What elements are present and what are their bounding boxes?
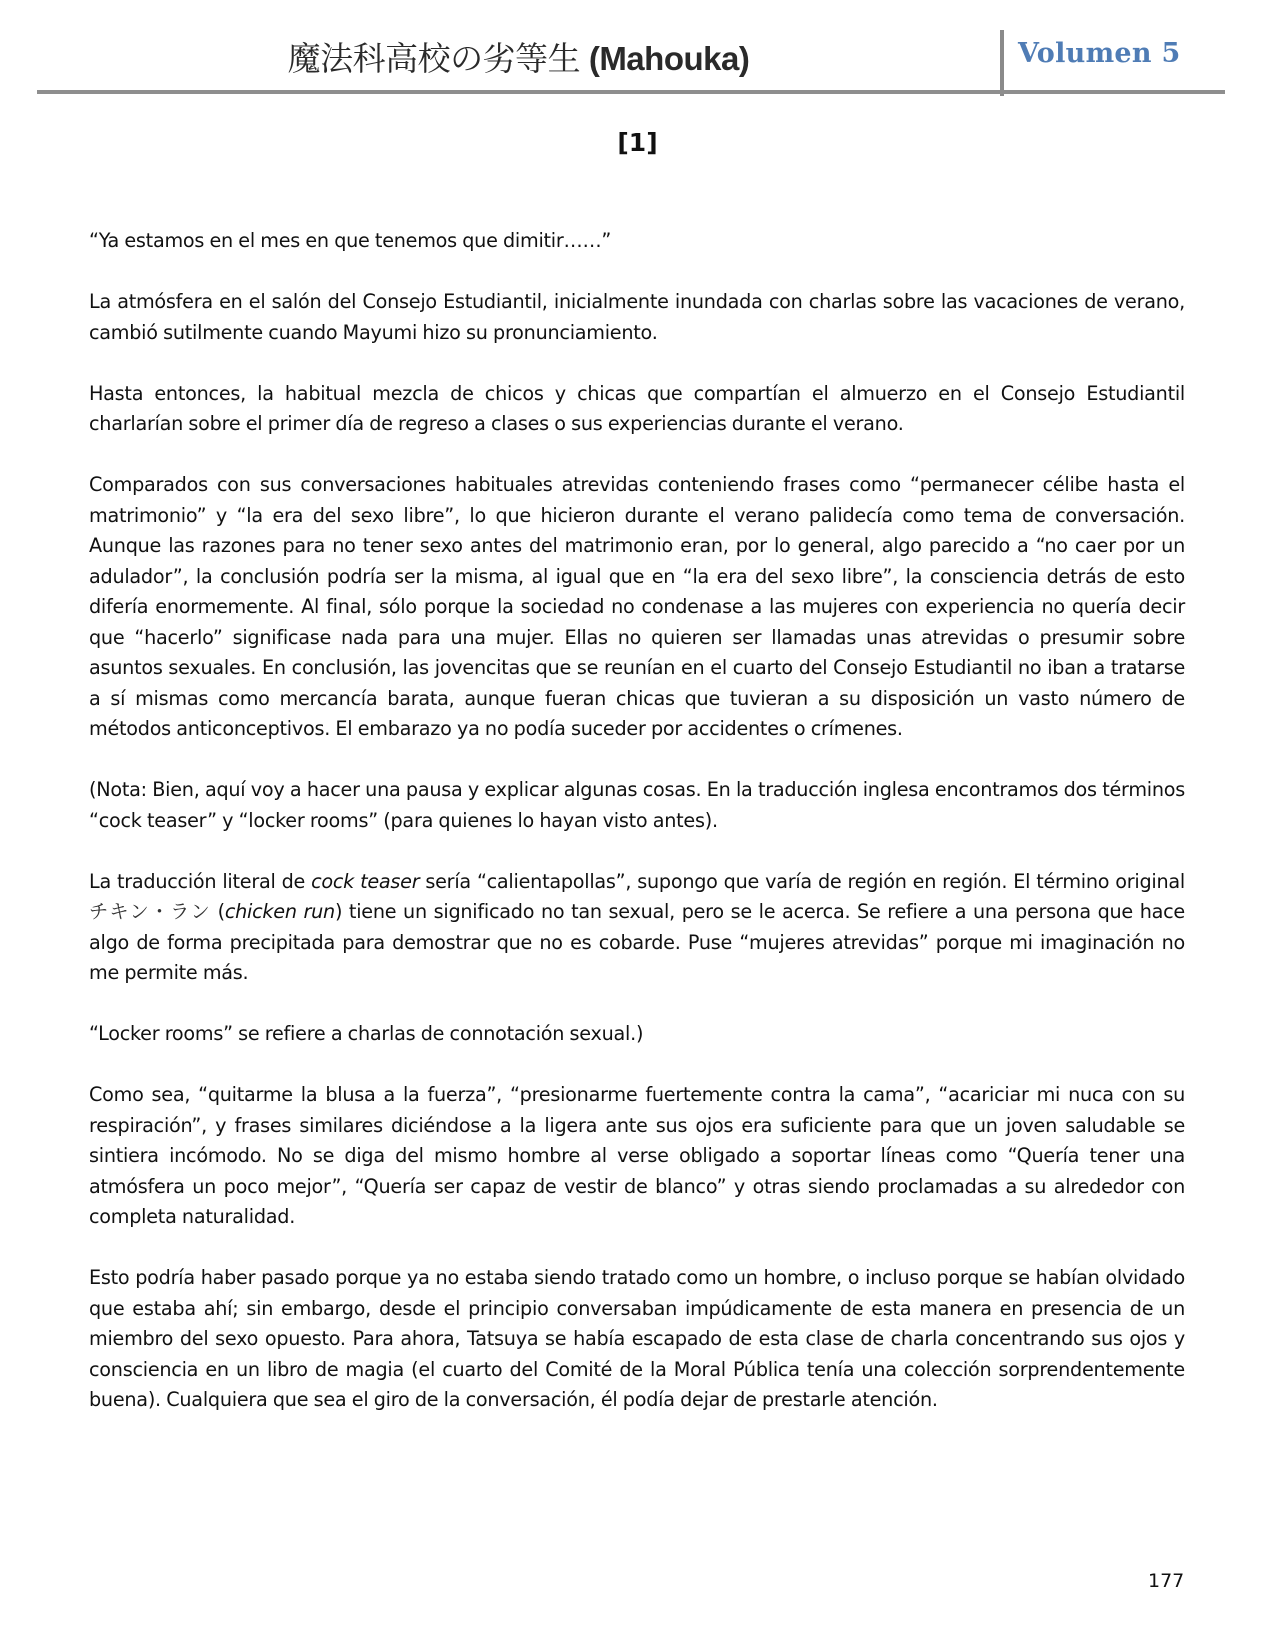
running-header-title xyxy=(37,33,1000,80)
chapter-heading: [1] xyxy=(617,128,658,157)
text-run: sería “calientapollas”, supongo que varía de región en región. El término original xyxy=(419,869,1186,893)
paragraph xyxy=(89,226,1185,257)
header-title-japanese: 魔法科高校の劣等生 xyxy=(287,40,581,77)
text-run: La atmósfera en el salón del Consejo Estudiantil, inicialmente inundada con charlas sobre las vacaciones de verano, cambió sutilmente cuando Mayumi hizo su pronunciamiento. xyxy=(89,290,1185,344)
japanese-term: チキン・ラン xyxy=(89,900,211,923)
paragraph xyxy=(89,775,1185,836)
header-rule xyxy=(37,90,1225,94)
text-run: Esto podría haber pasado porque ya no estaba siendo tratado como un hombre, o incluso porque se habían olvidado que estaba ahí; sin embargo, desde el principio conversaban impúdicamente de esta manera en presencia de un miembro del sexo opuesto. Para ahora, Tatsuya se había escapado de esta clase de charla concentrando sus ojos y consciencia en un libro de magia (el cuarto del Comité de la Moral Pública tenía una colección sorprendentemente buena). Cualquiera que sea el giro de la conversación, él podía dejar de prestarle atención. xyxy=(89,1266,1185,1411)
paragraph xyxy=(89,867,1185,989)
paragraph xyxy=(89,1019,1185,1050)
paragraph xyxy=(89,1263,1185,1416)
page-number: 177 xyxy=(1148,1570,1185,1592)
text-run: La traducción literal de xyxy=(89,869,312,893)
italic-term: cock teaser xyxy=(311,869,420,893)
italic-term: chicken run xyxy=(224,900,335,923)
text-run: ) tiene un significado no tan sexual, pero se le acerca. Se refiere a una persona que hace algo de forma precipitada para demostrar que no es cobarde. Puse “mujeres atrevidas” porque mi imaginación no me permite más. xyxy=(89,900,1185,984)
paragraph xyxy=(89,1080,1185,1233)
text-run: “Ya estamos en el mes en que tenemos que dimitir……” xyxy=(89,229,612,252)
text-run: (Nota: Bien, aquí voy a hacer una pausa y explicar algunas cosas. En la traducción inglesa encontramos dos términos “cock teaser” y “locker rooms” (para quienes lo hayan visto antes). xyxy=(89,778,1185,832)
header-divider xyxy=(1000,30,1004,96)
text-run: Como sea, “quitarme la blusa a la fuerza”, “presionarme fuertemente contra la cama”, “acariciar mi nuca con su respiración”, y frases similares diciéndose a la ligera ante sus ojos era suficiente para que un joven saludable se sintiera incómodo. No se diga del mismo hombre al verse obligado a soportar líneas como “Quería tener una atmósfera un poco mejor”, “Quería ser capaz de vestir de blanco” y otras siendo proclamadas a su alrededor con completa naturalidad. xyxy=(89,1083,1185,1228)
header-title-latin: (Mahouka) xyxy=(588,40,750,77)
text-run: ( xyxy=(210,900,225,923)
paragraph xyxy=(89,379,1185,440)
text-run: “Locker rooms” se refiere a charlas de connotación sexual.) xyxy=(89,1022,644,1045)
body-text xyxy=(89,226,1185,1446)
text-run: Hasta entonces, la habitual mezcla de chicos y chicas que compartían el almuerzo en el Consejo Estudiantil charlarían sobre el primer día de regreso a clases o sus experiencias durante el verano. xyxy=(89,381,1185,435)
paragraph xyxy=(89,287,1185,348)
paragraph xyxy=(89,470,1185,745)
header-volume: Volumen 5 xyxy=(1018,38,1181,69)
text-run: Comparados con sus conversaciones habituales atrevidas conteniendo frases como “permanecer célibe hasta el matrimonio” y “la era del sexo libre”, lo que hicieron durante el verano palidecía como tema de conversación. Aunque las razones para no tener sexo antes del matrimonio eran, por lo general, algo parecido a “no caer por un adulador”, la conclusión podría ser la misma, al igual que en “la era del sexo libre”, la consciencia detrás de esto difería enormemente. Al final, sólo porque la sociedad no condenase a las mujeres con experiencia no quería decir que “hacerlo” significase nada para una mujer. Ellas no quieren ser llamadas unas atrevidas o presumir sobre asuntos sexuales. En conclusión, las jovencitas que se reunían en el cuarto del Consejo Estudiantil no iban a tratarse a sí mismas como mercancía barata, aunque fueran chicas que tuvieran a su disposición un vasto número de métodos anticonceptivos. El embarazo ya no podía suceder por accidentes o crímenes. xyxy=(89,473,1185,740)
